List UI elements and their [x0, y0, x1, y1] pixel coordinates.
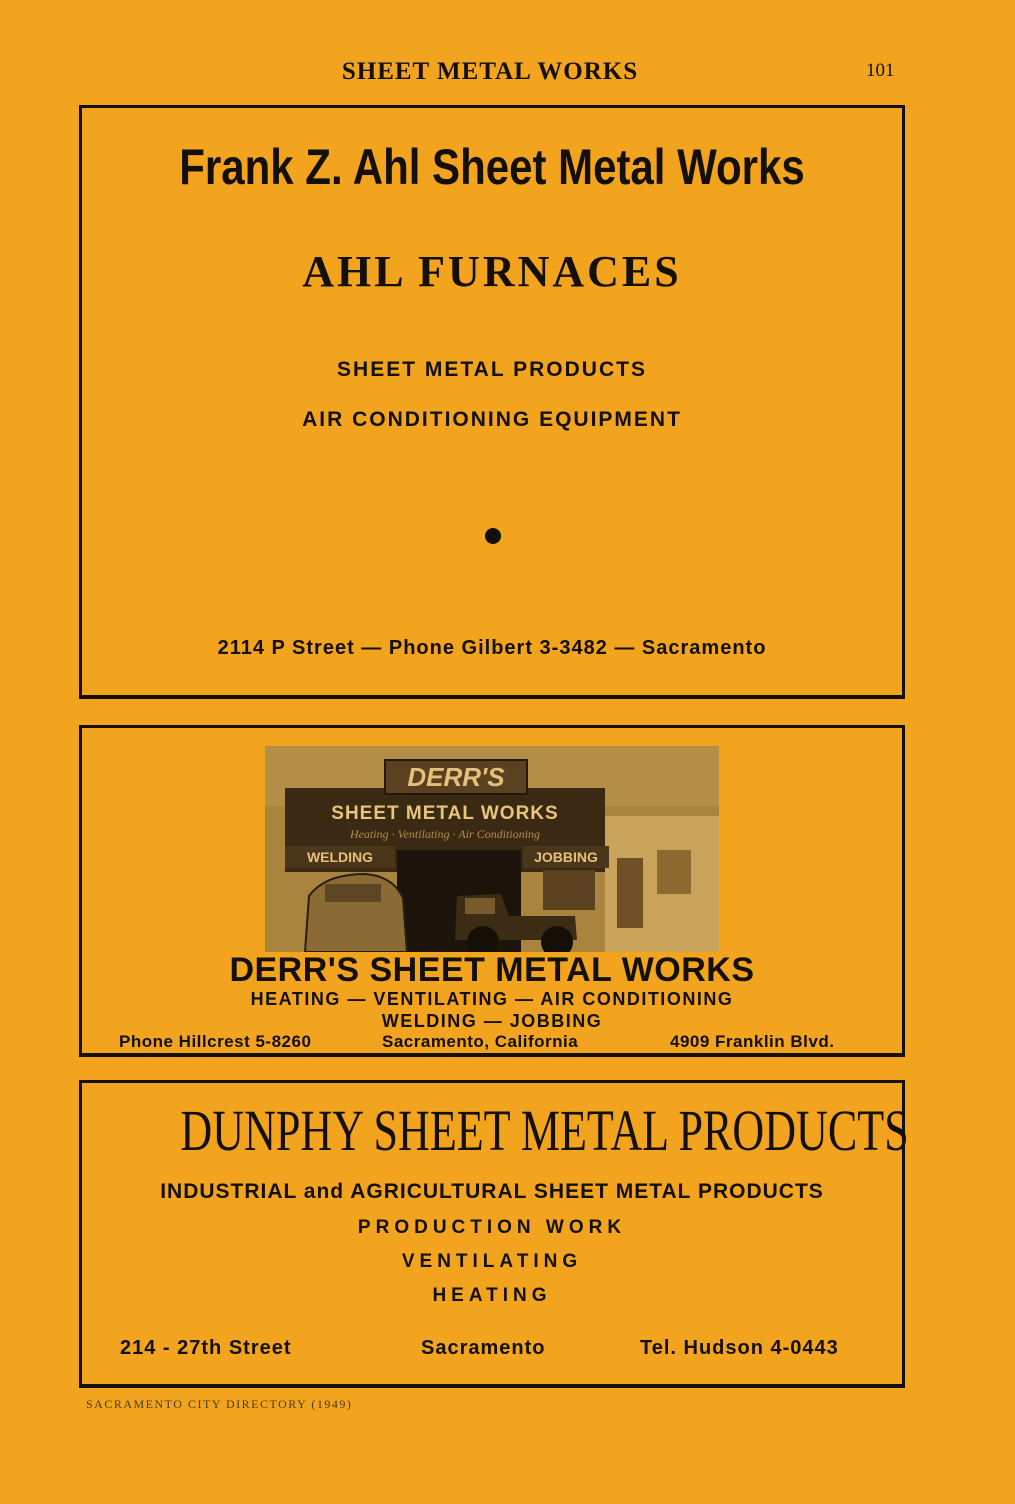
ad-city: Sacramento — [421, 1337, 546, 1359]
page-footer: SACRAMENTO CITY DIRECTORY (1949) — [86, 1397, 353, 1411]
page-header — [0, 58, 1015, 92]
ad-title: DERR'S SHEET METAL WORKS — [229, 951, 755, 989]
ad-line: HEATING — VENTILATING — AIR CONDITIONING — [250, 989, 734, 1009]
ad-city: Sacramento, California — [382, 1032, 579, 1051]
sign-right: JOBBING — [534, 849, 598, 865]
sign-left: WELDING — [306, 849, 374, 865]
ad-phone: Phone Hillcrest 5-8260 — [119, 1032, 312, 1051]
sign-logo: DERR'S — [407, 762, 505, 792]
ad-title: DUNPHY SHEET METAL PRODUCTS — [180, 1098, 909, 1163]
ad-address: 2114 P Street — Phone Gilbert 3-3482 — Sacramento — [217, 637, 767, 659]
ad-title: Frank Z. Ahl Sheet Metal Works — [179, 139, 805, 195]
derr-advertisement — [79, 725, 905, 1057]
ad-line: AIR CONDITIONING EQUIPMENT — [302, 408, 682, 431]
ad-line: HEATING — [432, 1285, 552, 1306]
ad-phone: Tel. Hudson 4-0443 — [640, 1337, 839, 1359]
ad-line: WELDING — JOBBING — [381, 1011, 603, 1031]
ad-line: SHEET METAL PRODUCTS — [337, 358, 647, 381]
ad-line: VENTILATING — [401, 1251, 583, 1272]
ad-subtitle: AHL FURNACES — [302, 247, 682, 296]
bullet-dot — [485, 528, 501, 544]
page-number: 101 — [866, 60, 895, 81]
sign-sub: Heating · Ventilating · Air Conditioning — [349, 827, 541, 841]
ad-address: 214 - 27th Street — [120, 1337, 292, 1359]
ad-line: PRODUCTION WORK — [357, 1217, 627, 1238]
storefront-photo — [265, 746, 719, 952]
ad-subtitle: INDUSTRIAL and AGRICULTURAL SHEET METAL PRODUCTS — [160, 1180, 824, 1203]
ahl-advertisement — [79, 105, 905, 699]
dunphy-advertisement — [79, 1080, 909, 1388]
running-title: SHEET METAL WORKS — [341, 58, 639, 85]
ad-address: 4909 Franklin Blvd. — [670, 1032, 835, 1051]
sign-main: SHEET METAL WORKS — [331, 803, 559, 824]
